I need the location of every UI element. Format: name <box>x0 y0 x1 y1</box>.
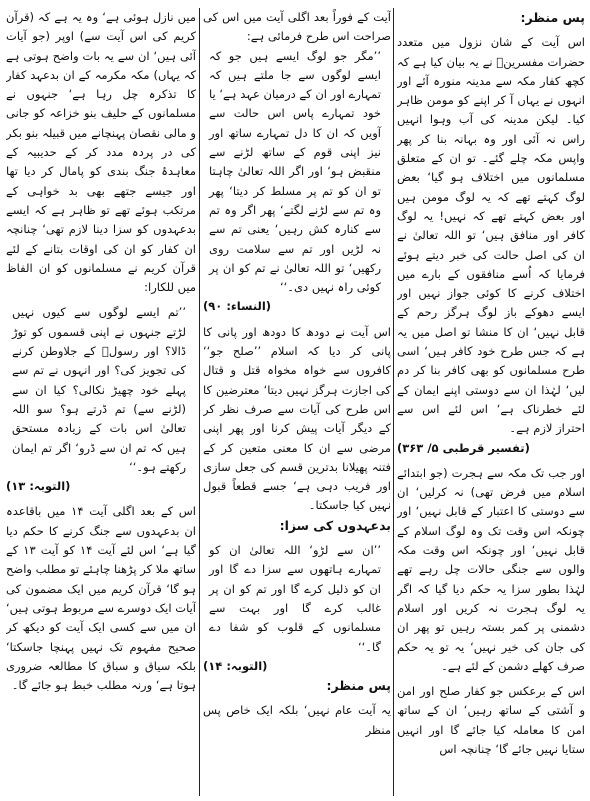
paragraph: یہ آیت عام نہیں‘ بلکہ ایک خاص پس منظر <box>203 703 391 737</box>
section-heading: پس منظر: <box>326 678 391 694</box>
reference: (تفسیر قرطبی ۵/ ۳۶۳) <box>397 440 530 455</box>
paragraph: آیت کے فوراً بعد اگلی آیت میں اس کی صراحت اس طرح فرمائی ہے: <box>203 10 391 44</box>
reference: (التوبہ: ۱۴) <box>203 658 268 673</box>
quotation: ’’تم ایسے لوگوں سے کیوں نہیں لڑتے جنہوں نے اپنی قسموں کو توڑ ڈالا؟ اور رسولؐ کے جلاوطن کرنے کی تجویز کی؟ اور انہوں نے تم سے پہلے خود چھیڑ نکالی؟ کیا ان سے (لڑنے سے) تم ڈرتے ہو؟ سو اللہ تعالیٰ اس بات کے زیادہ مستحق ہیں کہ تم ان سے ڈرو‘ اگر تم ایمان رکھتے ہو۔‘‘ <box>12 305 186 474</box>
paragraph: میں نازل ہوئی ہے‘ وہ یہ ہے کہ (قرآن کریم کی اس آیت سے) اوپر (جو آیات آئی ہیں‘ ان سے یہ بات واضح ہوتی ہے کہ یہاں) مکہ مکرمہ کے ان بدعہد کفار کا تذکرہ چل رہا ہے‘ جنہوں نے مسلمانوں کے حلیف بنو خزاعہ کو جانی و مالی نقصان پہنچانے میں قبیلہ بنو بکر کی در پردہ مدد کر کے حدیبیہ کے معاہدۂ جنگ بندی کو پامال کر دیا تھا اور جیسے جتھے بھی بد خواہی کے مرتکب ہوئے تھے تو ظاہر ہے کہ ایسے بدعہدوں کو سزا دینا لازم تھی‘ چنانچہ ان کفار کو ان کی اوقات بتانے کے لئے قرآن کریم نے مسلمانوں کو ان الفاظ میں للکارا: <box>6 10 196 295</box>
column-divider <box>393 8 394 796</box>
paragraph: اور جب تک مکہ سے ہجرت (جو ابتدائے اسلام میں فرض تھی) نہ کرلیں‘ ان سے دوستی کا اعتبار کے قابل نہیں‘ اور چونکہ اس وقت تک وہ لوگ اسلام کے قابل نہیں‘ اور چونکہ اس وقت مکہ والوں سے جنگی حالات چل رہے تھے لہٰذا بطور سزا یہ حکم دیا گیا کہ اگر یہ لوگ ہجرت نہ کریں اور اسلام دشمنی پر کمر بستہ رہیں تو پھر ان کی جان کی خیر نہیں‘ یہ تو یہ حکم صرف کھلے دشمن کے لئے ہے۔ <box>397 465 585 673</box>
reference: (النساء: ۹۰) <box>203 299 272 314</box>
column-right <box>397 8 585 796</box>
paragraph: اس آیت نے دودھ کا دودھ اور پانی کا پانی کر دیا کہ اسلام ’’صلح جو‘‘ کافروں سے خواہ مخواہ قتل و قتال کی اجازت ہرگز نہیں دیتا‘ معترضین کا اس طرح کی آیات سے صرف نظر کر کے دیگر آیات پیش کرنا اور پھر اپنی مرضی سے ان کا معنی متعین کر کے فتنہ پھیلانا بدترین قسم کی جعل سازی اور فریب دہی ہے‘ جسے قطعاً قبول نہیں کیا جاسکتا۔ <box>203 324 391 513</box>
paragraph: اس کے بعد اگلی آیت ۱۴ میں باقاعدہ ان بدعہدوں سے جنگ کرنے کا حکم دیا گیا ہے‘ اس لئے آیت ۱۴ کو آیت ۱۳ کے ساتھ ملا کر پڑھنا چاہئے تو مطلب واضح ہو گا‘ قرآن کریم میں ایک مضمون کی آیات ایک دوسرے سے مربوط ہوتی ہیں‘ ان میں سے کسی ایک آیت کو دیکھ کر صحیح مفہوم تک نہیں پہنچا جاسکتا‘ بلکہ سیاق و سباق کا مطالعہ ضروری ہوتا ہے‘ ورنہ مطلب خبط ہو جائے گا۔ <box>6 504 196 693</box>
reference: (التوبہ: ۱۳) <box>6 479 71 494</box>
quotation: ’’مگر جو لوگ ایسے ہیں جو کہ ایسے لوگوں سے جا ملتے ہیں کہ تمہارے اور ان کے درمیان عہد ہے‘ یا خود تمہارے پاس اس حالت سے آویں کہ ان کا دل تمہارے ساتھ اور نیز اپنی قوم کے ساتھ لڑنے سے منقبض ہو‘ اور اگر اللہ تعالیٰ چاہتا تو ان کو تم پر مسلط کر دیتا‘ پھر وہ تم سے لڑنے لگتے‘ پھر اگر وہ تم سے کنارہ کش رہیں‘ یعنی تم سے نہ لڑیں اور تم سے سلامت روی رکھیں‘ تو اللہ تعالیٰ نے تم کو ان پر کوئی راہ نہیں دی۔‘‘ <box>209 48 381 295</box>
column-left <box>6 8 196 796</box>
paragraph: اس کے برعکس جو کفار صلح اور امن و آشتی کے ساتھ رہیں‘ ان کے ساتھ امن کا معاملہ کیا جائے گا اور انہیں ستایا نہیں جائے گا‘ چنانچہ اس <box>397 684 585 756</box>
column-divider <box>199 8 200 796</box>
section-heading: پس منظر: <box>520 10 585 25</box>
quotation: ’’ان سے لڑو‘ اللہ تعالیٰ ان کو تمہارے ہاتھوں سے سزا دے گا اور ان کو ذلیل کرے گا اور تم کو ان پر غالب کرے گا اور بہت سے مسلمانوں کے قلوب کو شفا دے گا۔‘‘ <box>209 543 381 654</box>
column-middle <box>203 8 391 796</box>
paragraph: اس آیت کے شان نزول میں متعدد حضرات مفسرینؒ نے یہ بیان کیا ہے کہ کچھ کفار مکہ سے مدینہ منورہ آئے اور انہوں نے یہاں آ کر اپنے کو مومن ظاہر کیا۔ لیکن مدینہ کی آب وہوا انہیں راس نہ آئی اور وہ بہانہ بنا کر پھر واپس مکہ چلے گئے۔ تو ان کے متعلق مسلمانوں میں اختلاف ہو گیا‘ بعض لوگ کہتے تھے کہ یہ لوگ مومن ہیں اور بعض کہتے تھے کہ نہیں! یہ لوگ کافر اور منافق ہیں‘ تو اللہ تعالیٰ نے ان کی اصل حالت کی خبر دیتے ہوئے فرمایا کہ اُسے منافقوں کے بارے میں اختلاف کرنے کا کوئی جواز نہیں اور ایسے دھوکے باز لوگ ہرگز رحم کے قابل نہیں‘ ان کا منشا تو اصل میں یہ ہے کہ جس طرح خود کافر ہیں‘ اسی طرح مسلمانوں کو بھی کافر بنا کر دم لیں‘ لہٰذا ان سے دوستی اپنے ایمان کے لئے خطرناک ہے‘ اس لئے اس سے احتراز لازم ہے۔ <box>397 35 585 436</box>
section-heading: بدعہدوں کی سزا: <box>279 517 391 533</box>
